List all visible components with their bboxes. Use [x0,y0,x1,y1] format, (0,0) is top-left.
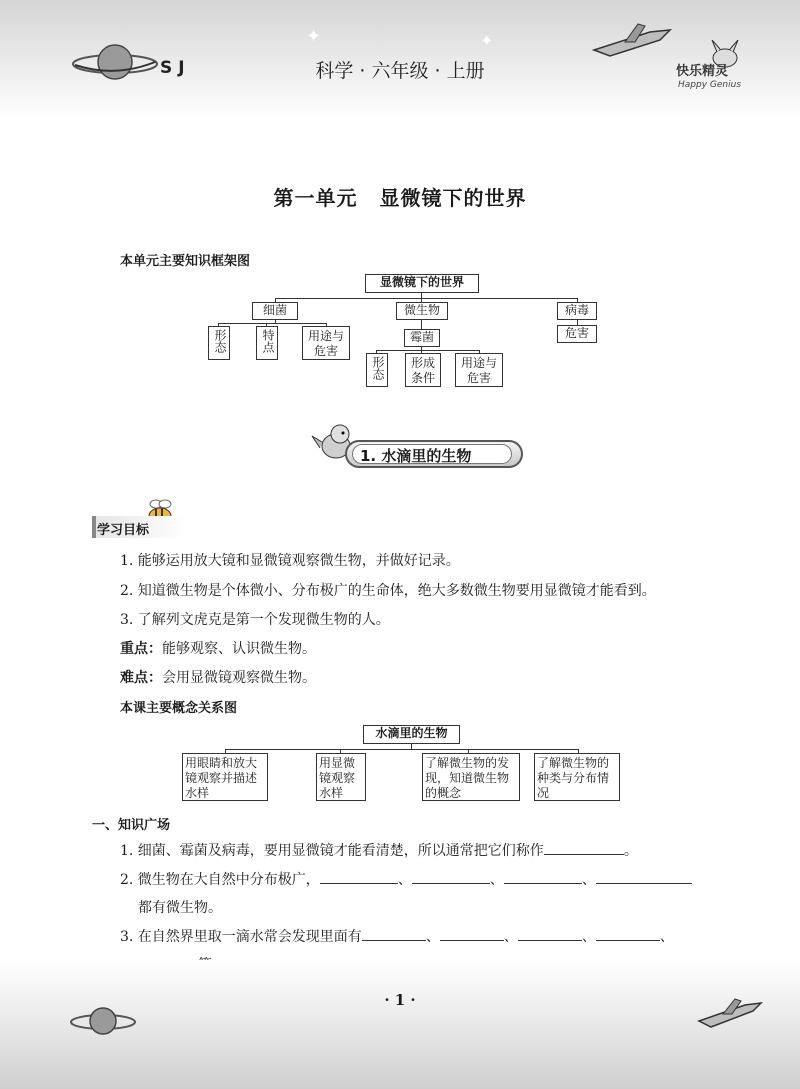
answer-blank[interactable] [518,926,582,941]
separator: 、 [489,872,504,888]
framework-mold: 霉菌 [404,329,440,347]
brand-logo-en: Happy Genius [678,80,742,90]
bacteria-use-harm: 用途与危害 [302,326,350,360]
concept-map-heading: 本课主要概念关系图 [120,701,238,716]
question-2 [120,869,692,889]
question-1-end: 。 [623,843,638,859]
answer-blank[interactable] [320,869,398,884]
unit-title [0,182,800,211]
concept-node-1: 用眼睛和放大镜观察并描述水样 [182,753,268,801]
answer-blank[interactable] [440,926,504,941]
answer-blank[interactable] [412,869,490,884]
question-1 [120,840,638,860]
difficulty-point [120,667,316,687]
separator: 、 [581,929,596,945]
space-shuttle-icon [590,20,675,60]
bacteria-form: 形态 [208,326,230,360]
svg-text:✦: ✦ [480,31,494,50]
separator: 、 [397,872,412,888]
virus-harm: 危害 [557,325,597,343]
framework-bacteria: 细菌 [252,302,298,320]
key-point [120,638,316,658]
subject-grade: 科学 · 六年级 · 上册 [315,60,485,82]
section-1-heading: 一、知识广场 [92,818,171,833]
framework-microbe: 微生物 [396,302,448,320]
unit-number: 第一单元 [273,186,358,210]
question-2-line-2: 都有微生物。 [138,900,222,916]
series-code: SJ [160,58,191,78]
separator: 、 [581,872,596,888]
goal-item-3: 3. 了解列文虎克是第一个发现微生物的人。 [120,612,390,628]
mold-form: 形态 [366,353,388,387]
page-number: · 1 · [384,991,416,1009]
star-icon [300,12,540,52]
bacteria-feature: 特点 [256,326,278,360]
goal-item-1: 1. 能够运用放大镜和显微镜观察微生物，并做好记录。 [120,553,460,569]
framework-virus: 病毒 [557,302,597,320]
goals-heading: 学习目标 [97,523,150,538]
framework-heading: 本单元主要知识框架图 [120,254,251,269]
question-3 [120,926,674,946]
question-2-text: 2. 微生物在大自然中分布极广， [120,872,320,888]
concept-root: 水滴里的生物 [363,725,460,744]
question-3-text: 3. 在自然界里取一滴水常会发现里面有 [120,929,362,945]
separator: 、 [659,929,674,945]
unit-name: 显微镜下的世界 [379,186,527,210]
answer-blank[interactable] [544,840,624,855]
difficulty-text: 会用显微镜观察微生物。 [162,670,316,686]
answer-blank[interactable] [596,869,692,884]
answer-blank[interactable] [362,926,426,941]
difficulty-label: 难点： [120,670,162,686]
framework-root: 显微镜下的世界 [365,274,479,293]
mold-condition: 形成条件 [405,353,441,387]
concept-node-3: 了解微生物的发现，知道微生物的概念 [422,753,520,801]
brand-logo: 快乐精灵 [676,64,729,79]
mold-use-harm: 用途与危害 [455,353,503,387]
answer-blank[interactable] [596,926,660,941]
answer-blank[interactable] [504,869,582,884]
svg-text:✦: ✦ [306,26,322,47]
question-1-text: 1. 细菌、霉菌及病毒，要用显微镜才能看清楚，所以通常把它们称作 [120,843,544,859]
separator: 、 [503,929,518,945]
key-point-text: 能够观察、认识微生物。 [162,641,316,657]
key-point-label: 重点： [120,641,162,657]
concept-node-2: 用显微镜观察水样 [316,753,366,801]
concept-node-4: 了解微生物的种类与分布情况 [534,753,620,801]
separator: 、 [425,929,440,945]
lesson-title: 1. 水滴里的生物 [360,447,472,465]
goal-item-2: 2. 知道微生物是个体微小、分布极广的生命体，绝大多数微生物要用显微镜才能看到。 [120,583,656,599]
